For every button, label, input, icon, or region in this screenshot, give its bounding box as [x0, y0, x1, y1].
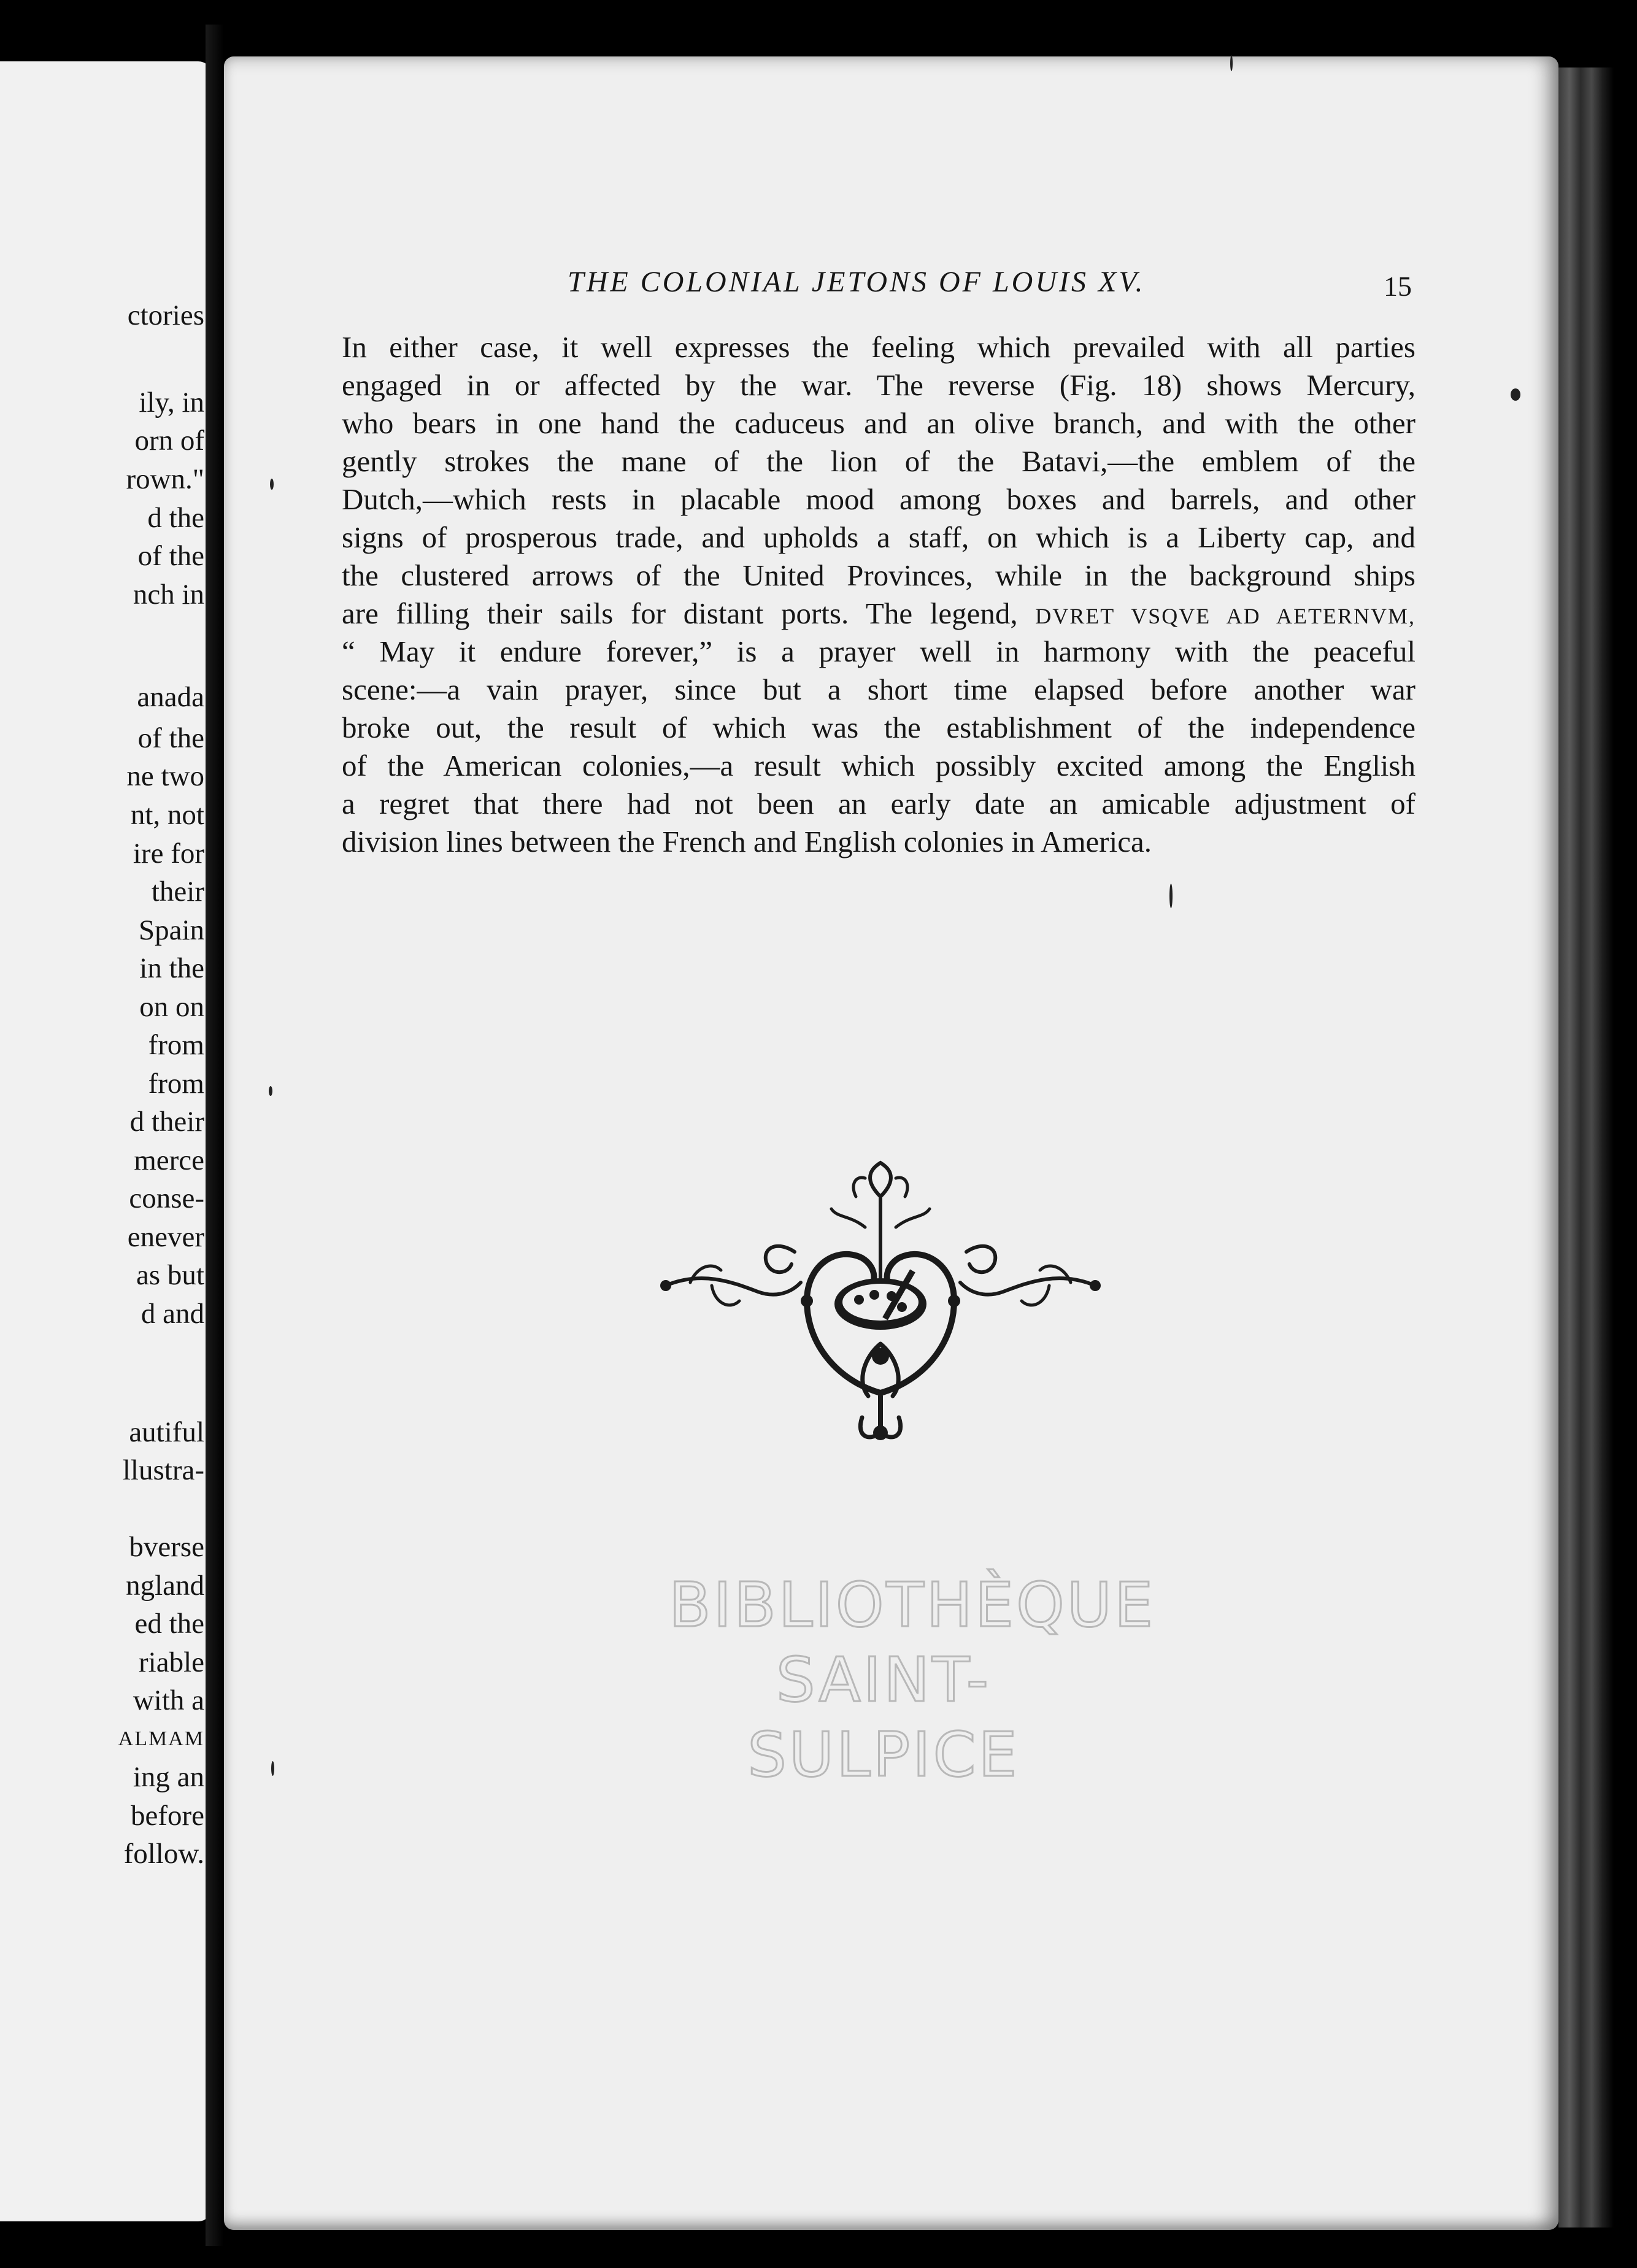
page-number: 15: [1384, 271, 1412, 302]
body-paragraph: [342, 328, 1416, 861]
facing-left-page: [0, 61, 212, 2221]
legend-small-caps: DVRET VSQVE AD AETERNVM,: [1035, 604, 1416, 628]
speck: [1511, 388, 1520, 401]
speck: [270, 479, 274, 490]
left-page-line: ire for: [133, 838, 204, 870]
left-page-line: nch in: [133, 579, 204, 611]
left-page-line: as but: [136, 1259, 204, 1291]
running-head: THE COLONIAL JETONS OF LOUIS XV.: [568, 266, 1146, 298]
library-stamp: [669, 1568, 1156, 1792]
left-page-line: enever: [127, 1221, 204, 1253]
left-page-line: anada: [137, 681, 204, 713]
left-page-line: d and: [141, 1298, 204, 1330]
left-page-line: orn of: [134, 425, 204, 457]
gutter-shadow: [206, 25, 224, 2246]
body-line-text: are filling their sails for distant ports. The legend,: [342, 596, 1018, 630]
body-line: of the American colonies,—a result which possibly excited among the English: [342, 749, 1416, 782]
floral-vignette-icon: [653, 1160, 1107, 1442]
body-line: In either case, it well expresses the feeling which prevailed with all parties: [342, 330, 1416, 364]
left-page-line: with a: [133, 1684, 204, 1716]
body-line: a regret that there had not been an early date an amicable adjustment of: [342, 787, 1416, 820]
left-page-line: ngland: [126, 1570, 204, 1602]
speck: [1169, 884, 1173, 908]
left-page-line: nt, not: [130, 799, 204, 831]
speck: [1230, 55, 1233, 71]
body-line-with-legend: [342, 595, 1416, 633]
left-page-line: riable: [139, 1646, 204, 1678]
left-page-line: of the: [137, 540, 204, 572]
stamp-line-2: SAINT-SULPICE: [747, 1644, 1020, 1791]
body-line: scene:—a vain prayer, since but a short time elapsed before another war: [342, 673, 1416, 706]
left-page-line: Spain: [138, 914, 204, 946]
left-page-line: d their: [129, 1106, 204, 1138]
left-page-line: d the: [147, 502, 204, 534]
left-page-line: merce: [134, 1144, 204, 1176]
left-page-line: llustra-: [122, 1454, 204, 1486]
left-page-line: bverse: [129, 1531, 204, 1563]
left-page-line: ALMAM: [118, 1727, 204, 1750]
body-line: who bears in one hand the caduceus and an olive branch, and with the other: [342, 406, 1416, 440]
left-page-line: from: [148, 1068, 204, 1100]
body-line: gently strokes the mane of the lion of the Batavi,—the emblem of the: [342, 444, 1416, 478]
page-edge-stack: [1558, 68, 1614, 2228]
left-page-line: from: [148, 1029, 204, 1061]
left-page-line: their: [151, 876, 204, 908]
body-line: engaged in or affected by the war. The reverse (Fig. 18) shows Mercury,: [342, 368, 1416, 402]
left-page-line: ily, in: [139, 387, 204, 418]
body-line: “ May it endure forever,” is a prayer well in harmony with the peaceful: [342, 634, 1416, 668]
speck: [269, 1086, 272, 1096]
left-page-line: on on: [139, 991, 204, 1023]
speck: [271, 1761, 274, 1776]
body-line: broke out, the result of which was the establishment of the independence: [342, 711, 1416, 744]
left-page-line: conse-: [129, 1182, 204, 1214]
left-page-line: ing an: [133, 1761, 204, 1793]
left-page-line: before: [130, 1800, 204, 1832]
body-line: Dutch,—which rests in placable mood among boxes and barrels, and other: [342, 482, 1416, 516]
body-line: signs of prosperous trade, and upholds a staff, on which is a Liberty cap, and: [342, 520, 1416, 554]
left-page-line: in the: [139, 952, 204, 984]
left-page-line: ctories: [127, 299, 204, 331]
body-line: division lines between the French and English colonies in America.: [342, 825, 1152, 858]
left-page-line: rown.": [126, 463, 204, 495]
left-page-line: autiful: [129, 1416, 204, 1448]
left-page-line: ed the: [134, 1608, 204, 1640]
left-page-line: of the: [137, 722, 204, 754]
left-page-line: follow.: [123, 1838, 204, 1870]
left-page-line: ne two: [126, 760, 204, 792]
stamp-line-1: BIBLIOTHÈQUE: [669, 1569, 1156, 1641]
body-line: the clustered arrows of the United Provinces, while in the background ships: [342, 558, 1416, 592]
